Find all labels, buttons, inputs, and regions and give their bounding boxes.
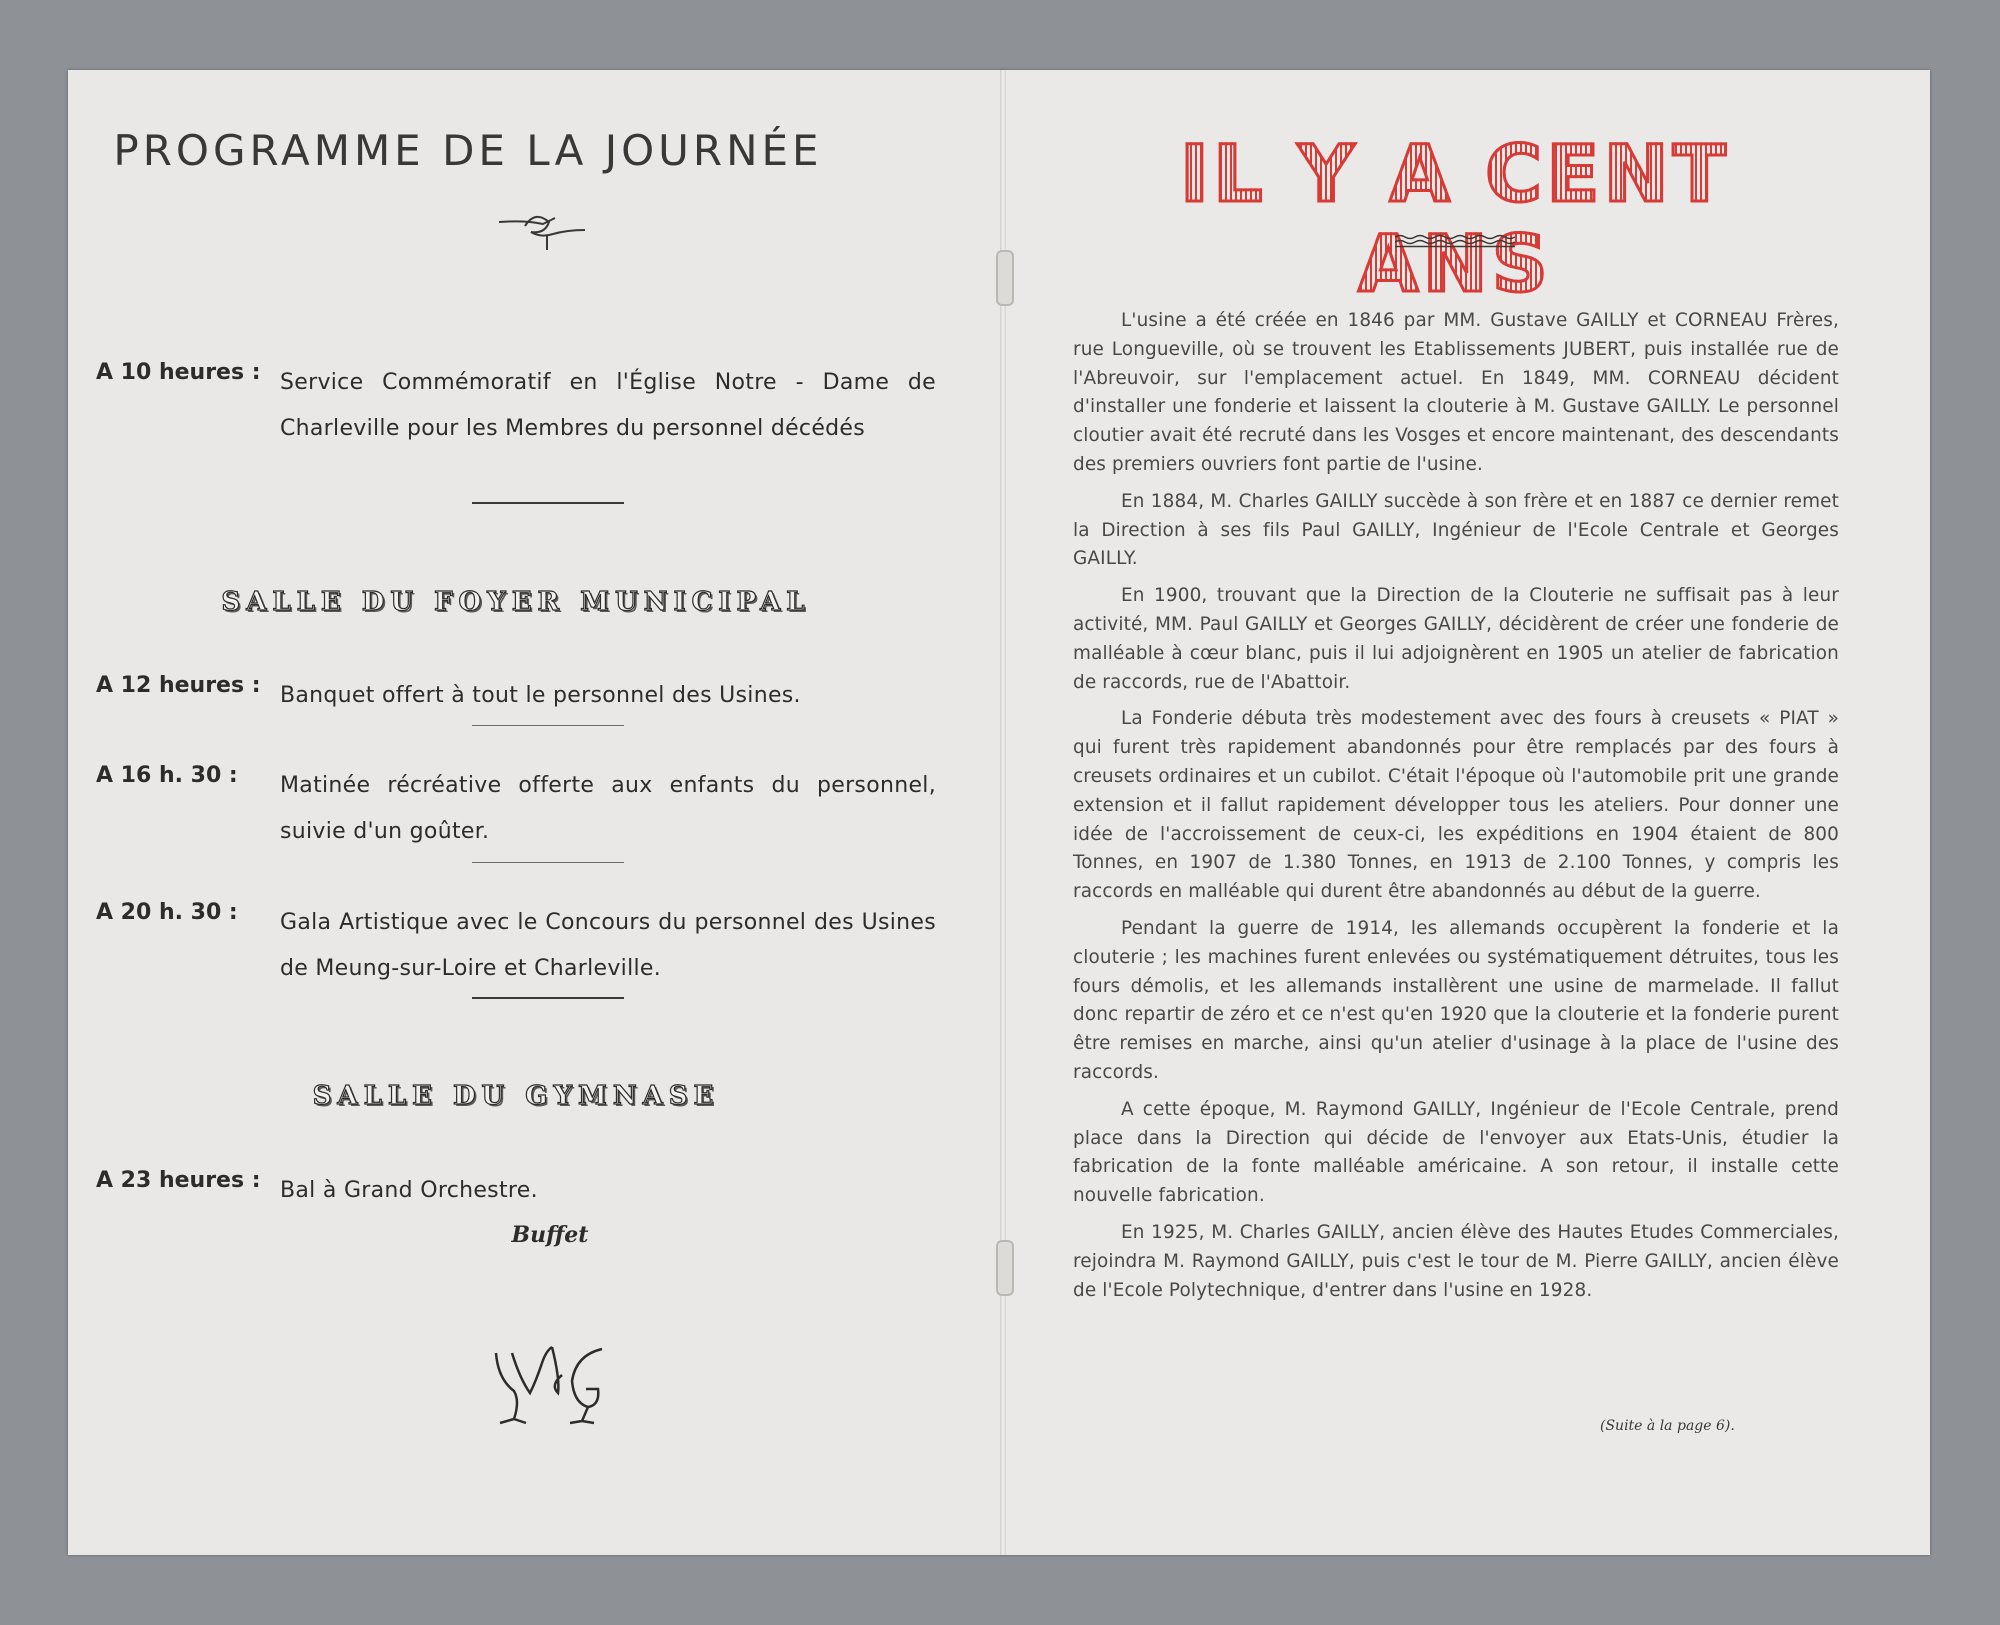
- flourish-ornament: [495, 208, 591, 252]
- history-paragraph: Pendant la guerre de 1914, les allemands occupèrent la fonderie et la clouterie ; les machines furent enlevées ou systématiquement détruites, tous les fours démolis, et les allemands installèrent une usine de marmelade. Il fallut donc repartir de zéro et ce n'est qu'en 1920 que la clouterie et la fonderie purent être remises en marche, ainsi qu'un atelier d'usinage à la place de l'usine des raccords.: [1073, 917, 1839, 1083]
- entry-description: Bal à Grand Orchestre.: [280, 1178, 538, 1203]
- history-text: [1073, 307, 1839, 1313]
- divider: [472, 862, 624, 863]
- section-heading: SALLE DU FOYER MUNICIPAL: [221, 587, 811, 617]
- staple: [996, 250, 1014, 306]
- continued-note: (Suite à la page 6).: [1600, 1418, 1735, 1434]
- divider: [472, 997, 624, 999]
- entry-time: A 23 heures :: [96, 1168, 261, 1193]
- programme-title: PROGRAMME DE LA JOURNÉE: [113, 126, 823, 175]
- buffet-label: Buffet: [511, 1222, 589, 1248]
- entry-description: Banquet offert à tout le personnel des Usines.: [280, 683, 801, 708]
- history-paragraph: A cette époque, M. Raymond GAILLY, Ingénieur de l'Ecole Centrale, prend place dans la Direction qui décide de l'envoyer aux Etats-Unis, étudier la fabrication de la fonte malléable américaine. A son retour, il installe cette nouvelle fabrication.: [1073, 1098, 1839, 1207]
- entry-time: A 16 h. 30 :: [96, 763, 238, 788]
- divider: [472, 725, 624, 726]
- entry-description: Gala Artistique avec le Concours du personnel des Usines de Meung-sur-Loire et Charleville.: [280, 910, 936, 981]
- history-paragraph: En 1925, M. Charles GAILLY, ancien élève des Hautes Etudes Commerciales, rejoindra M. Raymond GAILLY, puis c'est le tour de M. Pierre GAILLY, ancien élève de l'Ecole Polytechnique, d'entrer dans l'usine en 1928.: [1073, 1221, 1839, 1301]
- staple: [996, 1240, 1014, 1296]
- wave-ornament: [1395, 234, 1515, 248]
- history-paragraph: En 1900, trouvant que la Direction de la Clouterie ne suffisait pas à leur activité, MM. Paul GAILLY et Georges GAILLY, décidèrent de créer une fonderie de malléable à cœur blanc, puis il lui adjoignèrent en 1905 un atelier de fabrication de raccords, rue de l'Abattoir.: [1073, 585, 1839, 693]
- monogram-logo: [490, 1345, 610, 1427]
- history-paragraph: La Fonderie débuta très modestement avec des fours à creusets « PIAT » qui furent très rapidement abandonnés pour être remplacés par des fours à creusets ordinaires et un cubilot. C'était l'époque où l'automobile prit une grande extension et il fallut rapidement développer tous les ateliers. Pour donner une idée de l'accroissement de ceux-ci, les expéditions en 1904 étaient de 800 Tonnes, en 1907 de 1.380 Tonnes, en 1913 de 2.100 Tonnes, y compris les raccords en malléable qui durent être abandonnés au début de la guerre.: [1073, 708, 1839, 903]
- entry-time: A 12 heures :: [96, 673, 261, 698]
- entry-time: A 20 h. 30 :: [96, 900, 238, 925]
- divider: [472, 502, 624, 504]
- history-paragraph: En 1884, M. Charles GAILLY succède à son frère et en 1887 ce dernier remet la Direction à ses fils Paul GAILLY, Ingénieur de l'Ecole Centrale et Georges GAILLY.: [1073, 490, 1839, 570]
- section-heading: SALLE DU GYMNASE: [312, 1081, 720, 1111]
- history-title: IL Y A CENT ANS: [1070, 130, 1840, 310]
- history-paragraph: L'usine a été créée en 1846 par MM. Gustave GAILLY et CORNEAU Frères, rue Longueville, où se trouvent les Etablissements JUBERT, puis installée rue de l'Abreuvoir, sur l'emplacement actuel. En 1849, MM. CORNEAU décident d'installer une fonderie et laissent la clouterie à M. Gustave GAILLY. Le personnel cloutier avait été recruté dans les Vosges et encore maintenant, des descendants des premiers ouvriers font partie de l'usine.: [1073, 310, 1839, 475]
- entry-time: A 10 heures :: [96, 360, 261, 385]
- entry-description: Service Commémoratif en l'Église Notre - Dame de Charleville pour les Membres du personnel décédés: [280, 370, 936, 441]
- entry-description: Matinée récréative offerte aux enfants du personnel, suivie d'un goûter.: [280, 773, 936, 844]
